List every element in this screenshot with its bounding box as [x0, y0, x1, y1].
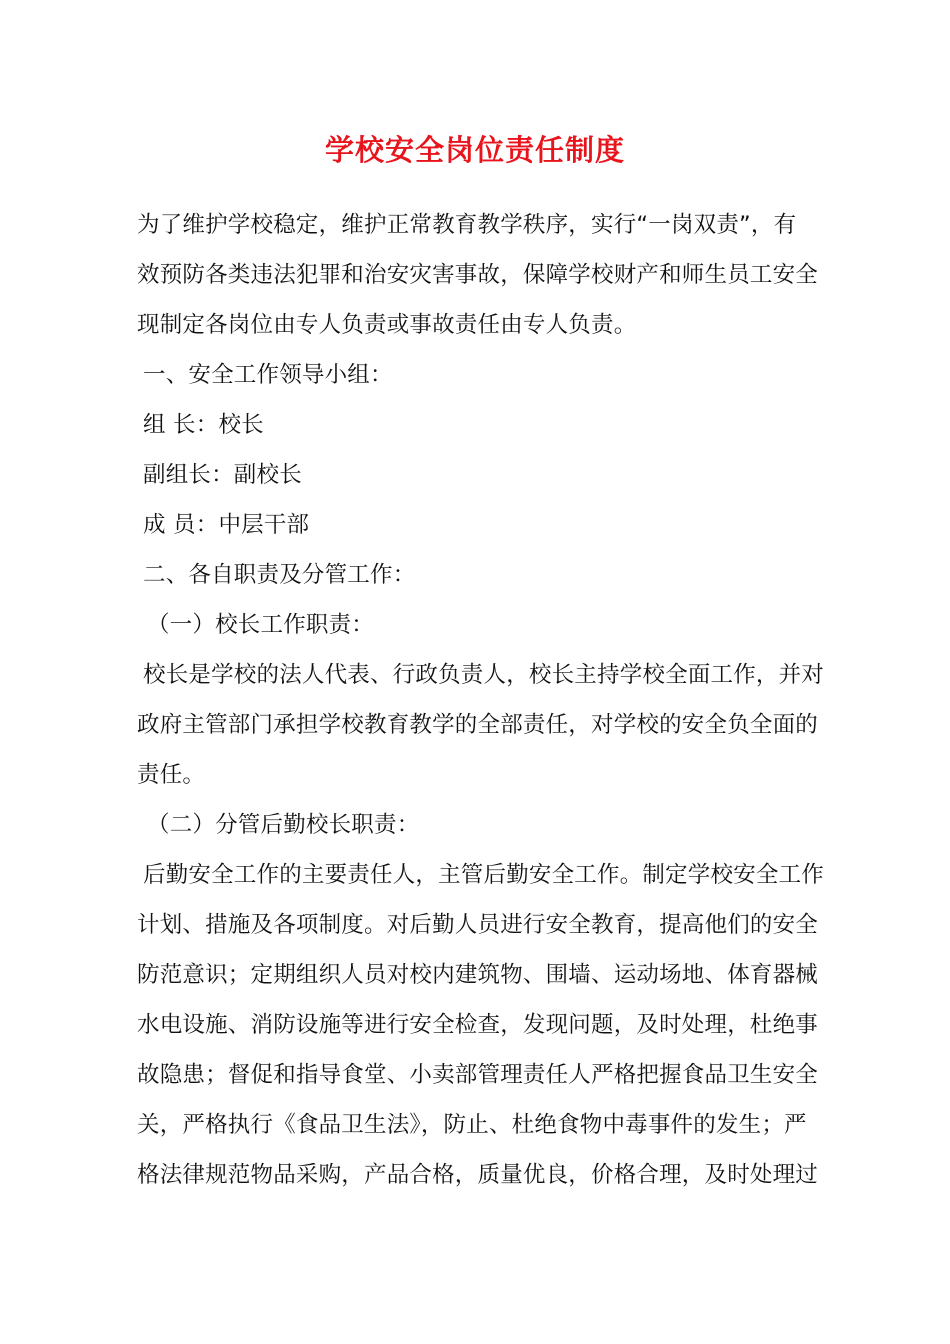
body-line-12: 关，严格执行《食品卫生法》，防止、杜绝食物中毒事件的发生；严: [137, 1112, 807, 1138]
members-line: 成 员：中层干部: [143, 512, 310, 538]
body-line-3: 现制定各岗位由专人负责或事故责任由专人负责。: [137, 312, 637, 338]
body-line-1: 为了维护学校稳定，维护正常教育教学秩序，实行“一岗双责”，有: [137, 212, 797, 238]
subsection-heading-2: （二）分管后勤校长职责：: [147, 812, 420, 838]
body-line-9: 防范意识；定期组织人员对校内建筑物、围墙、运动场地、体育器械: [137, 962, 819, 988]
body-line-10: 水电设施、消防设施等进行安全检查，发现问题，及时处理，杜绝事: [137, 1012, 819, 1038]
body-line-6: 责任。: [137, 762, 206, 788]
deputy-leader-line: 副组长：副校长: [143, 462, 302, 488]
document-title: 学校安全岗位责任制度: [324, 133, 625, 167]
body-line-8: 计划、措施及各项制度。对后勤人员进行安全教育，提高他们的安全: [137, 912, 819, 938]
section-heading-2: 二、各自职责及分管工作：: [143, 562, 416, 588]
leader-line: 组 长：校长: [143, 412, 264, 438]
body-line-13: 格法律规范物品采购，产品合格，质量优良，价格合理，及时处理过: [137, 1162, 819, 1188]
body-line-5: 政府主管部门承担学校教育教学的全部责任，对学校的安全负全面的: [137, 712, 819, 738]
body-line-2: 效预防各类违法犯罪和治安灾害事故，保障学校财产和师生员工安全: [137, 262, 819, 288]
body-line-4: 校长是学校的法人代表、行政负责人，校长主持学校全面工作，并对: [143, 662, 825, 688]
subsection-heading-1: （一）校长工作职责：: [147, 612, 375, 638]
body-line-7: 后勤安全工作的主要责任人，主管后勤安全工作。制定学校安全工作: [143, 862, 825, 888]
section-heading-1: 一、安全工作领导小组：: [143, 362, 393, 388]
body-line-11: 故隐患；督促和指导食堂、小卖部管理责任人严格把握食品卫生安全: [137, 1062, 819, 1088]
